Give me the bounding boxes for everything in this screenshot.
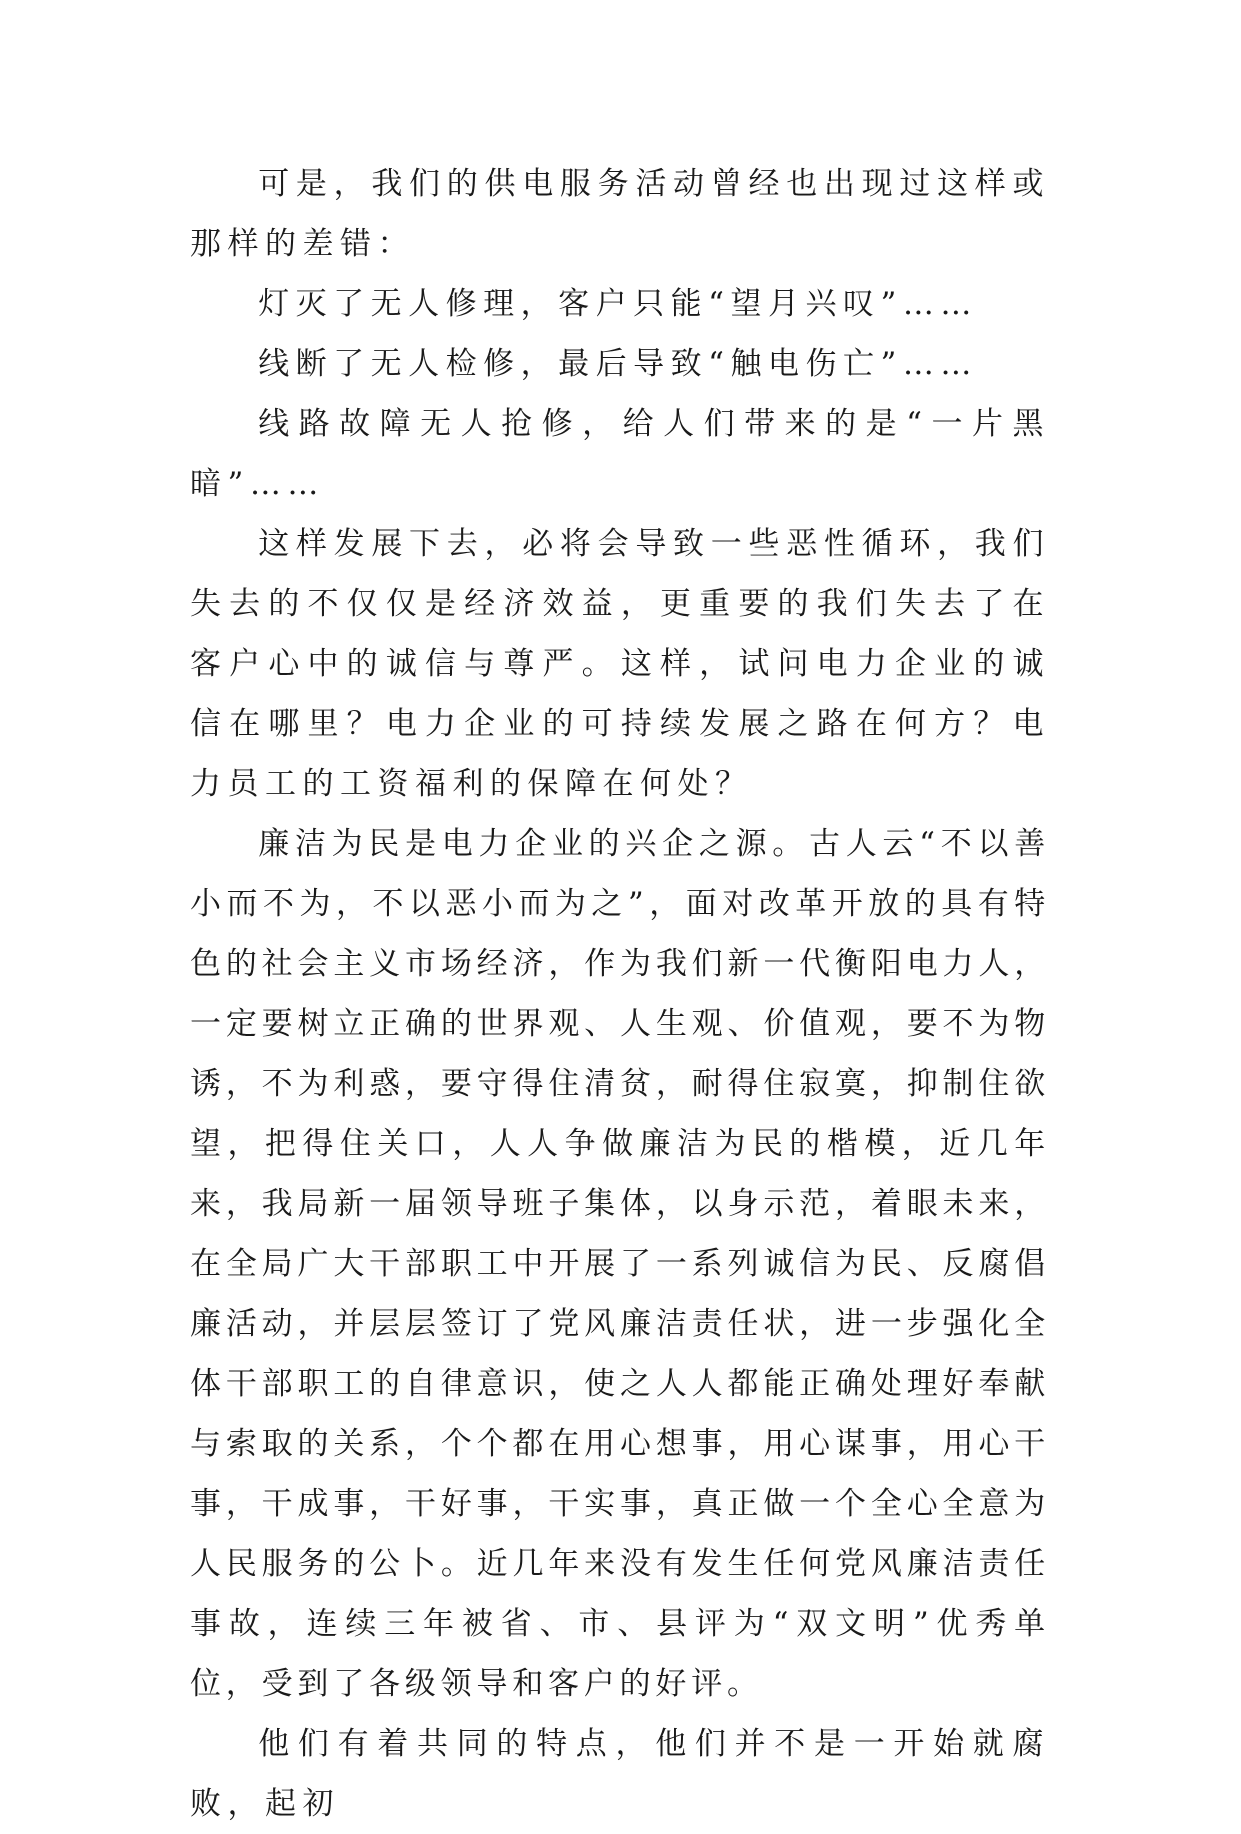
paragraph-lights-out: 灯灭了无人修理，客户只能“望月兴叹”……	[258, 286, 978, 322]
paragraph-common-traits: 他们有着共同的特点，他们并不是一开始就腐败，起初	[190, 1726, 1050, 1822]
paragraph-line-fault: 线路故障无人抢修，给人们带来的是“一片黑暗”……	[190, 406, 1050, 502]
paragraph-consequences: 这样发展下去，必将会导致一些恶性循环，我们失去的不仅仅是经济效益，更重要的我们失去了在客户心中的诚信与尊严。这样，试问电力企业的诚信在哪里？电力企业的可持续发展之路在何方？电力员工的工资福利的保障在何处？	[190, 526, 1050, 802]
body-text	[190, 154, 1050, 1834]
paragraph-service-errors: 可是，我们的供电服务活动曾经也出现过这样或那样的差错：	[190, 166, 1050, 262]
paragraph-integrity: 廉洁为民是电力企业的兴企之源。古人云“不以善小而不为，不以恶小而为之”，面对改革开放的具有特色的社会主义市场经济，作为我们新一代衡阳电力人，一定要树立正确的世界观、人生观、价值观，要不为物诱，不为利惑，要守得住清贫，耐得住寂寞，抑制住欲望，把得住关口，人人争做廉洁为民的楷模，近几年来，我局新一届领导班子集体，以身示范，着眼未来，在全局广大干部职工中开展了一系列诚信为民、反腐倡廉活动，并层层签订了党风廉洁责任状，进一步强化全体干部职工的自律意识，使之人人都能正确处理好奉献与索取的关系，个个都在用心想事，用心谋事，用心干事，干成事，干好事，干实事，真正做一个全心全意为人民服务的公卜。近几年来没有发生任何党风廉洁责任事故，连续三年被省、市、县评为“双文明”优秀单位，受到了各级领导和客户的好评。	[190, 826, 1050, 1702]
paragraph-line-broken: 线断了无人检修，最后导致“触电伤亡”……	[258, 346, 978, 382]
